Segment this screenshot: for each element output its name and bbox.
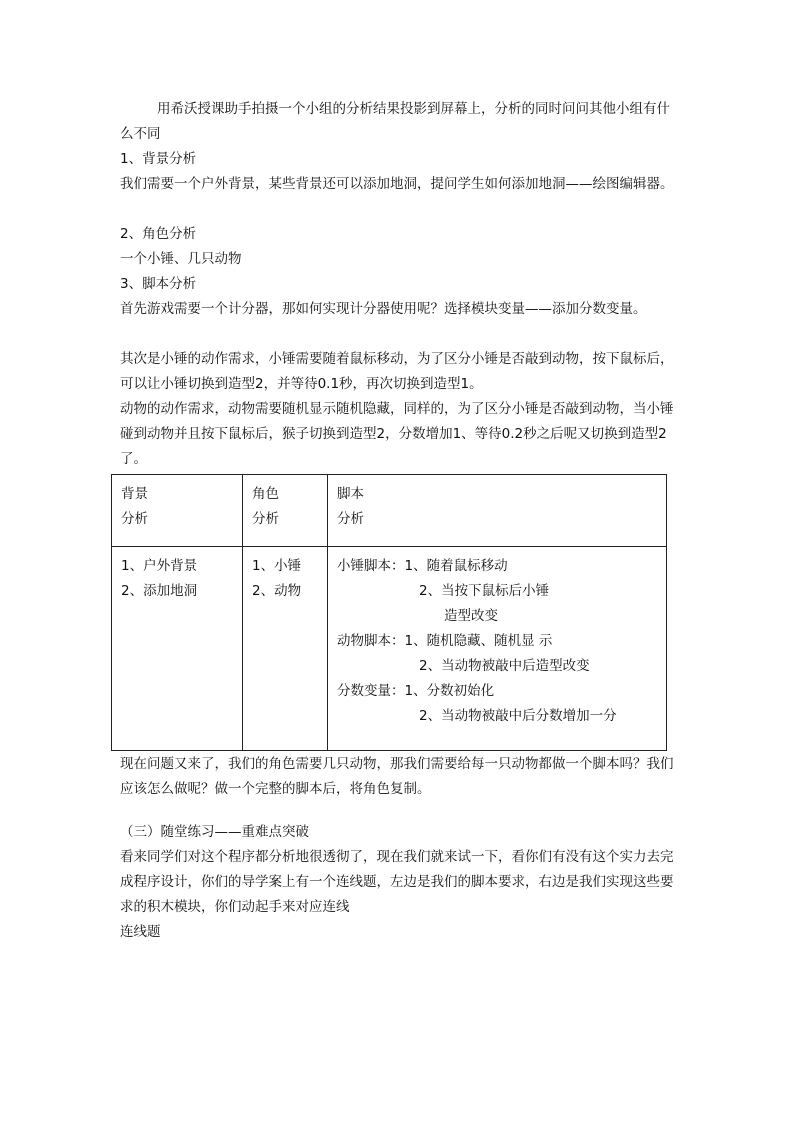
script-paragraph-1: 首先游戏需要一个计分器，那如何实现计分器使用呢？选择模块变量——添加分数变量。	[120, 301, 647, 317]
table-row	[112, 547, 667, 751]
header-background-line2: 分析	[121, 511, 148, 527]
hammer-script-line3: 造型改变	[444, 608, 498, 624]
analysis-table	[111, 474, 667, 751]
header-role	[243, 475, 328, 547]
script-paragraph-3: 动物的动作需求，动物需要随机显示随机隐藏，同样的，为了区分小锤是否敲到动物，当小锤碰到动物并且按下鼠标后，猴子切换到造型2，分数增加1、等待0.2秒之后呢又切换到造型2了。	[120, 401, 674, 467]
script-paragraph-2: 其次是小锤的动作需求，小锤需要随着鼠标移动，为了区分小锤是否敲到动物，按下鼠标后，可以让小锤切换到造型2，并等待0.1秒，再次切换到造型1。	[120, 351, 674, 392]
animal-script-line2: 2、当动物被敲中后造型改变	[419, 658, 590, 674]
background-item: 1、户外背景	[121, 558, 198, 574]
background-text: 我们需要一个户外背景，某些背景还可以添加地洞，提问学生如何添加地洞——绘图编辑器。	[120, 176, 674, 192]
header-script-line1: 脚本	[337, 486, 364, 502]
background-item: 2、添加地洞	[121, 583, 198, 599]
hammer-script-line2: 2、当按下鼠标后小锤	[419, 583, 550, 599]
animal-script-line1: 动物脚本：1、随机隐藏、随机显 示	[337, 633, 553, 649]
header-role-line1: 角色	[252, 486, 279, 502]
background-heading: 1、背景分析	[120, 151, 197, 167]
script-heading: 3、脚本分析	[120, 276, 197, 292]
header-background	[112, 475, 243, 547]
cell-scripts	[328, 547, 667, 751]
practice-paragraph: 看来同学们对这个程序都分析地很透彻了，现在我们就来试一下，看你们有没有这个实力去完成程序设计，你们的导学案上有一个连线题，左边是我们的脚本要求，右边是我们实现这些要求的积木模块，你们动起手来对应连线	[120, 849, 674, 915]
role-heading: 2、角色分析	[120, 226, 197, 242]
cell-roles	[243, 547, 328, 751]
cell-background	[112, 547, 243, 751]
role-item: 2、动物	[252, 583, 302, 599]
intro-paragraph: 用希沃授课助手拍摄一个小组的分析结果投影到屏幕上，分析的同时问问其他小组有什么不同	[120, 101, 670, 142]
header-script	[328, 475, 667, 547]
role-item: 1、小锤	[252, 558, 302, 574]
header-script-line2: 分析	[337, 511, 364, 527]
after-table-paragraph: 现在问题又来了，我们的角色需要几只动物，那我们需要给每一只动物都做一个脚本吗？我们应该怎么做呢？做一个完整的脚本后，将角色复制。	[120, 756, 674, 797]
matching-exercise-label: 连线题	[120, 924, 161, 940]
score-variable-line1: 分数变量：1、分数初始化	[337, 683, 495, 699]
hammer-script-line1: 小锤脚本：1、随着鼠标移动	[337, 558, 508, 574]
table-header-row	[112, 475, 667, 547]
score-variable-line2: 2、当动物被敲中后分数增加一分	[419, 708, 617, 724]
role-text: 一个小锤、几只动物	[120, 251, 242, 267]
practice-heading: （三）随堂练习——重难点突破	[120, 824, 309, 840]
header-background-line1: 背景	[121, 486, 148, 502]
header-role-line2: 分析	[252, 511, 279, 527]
